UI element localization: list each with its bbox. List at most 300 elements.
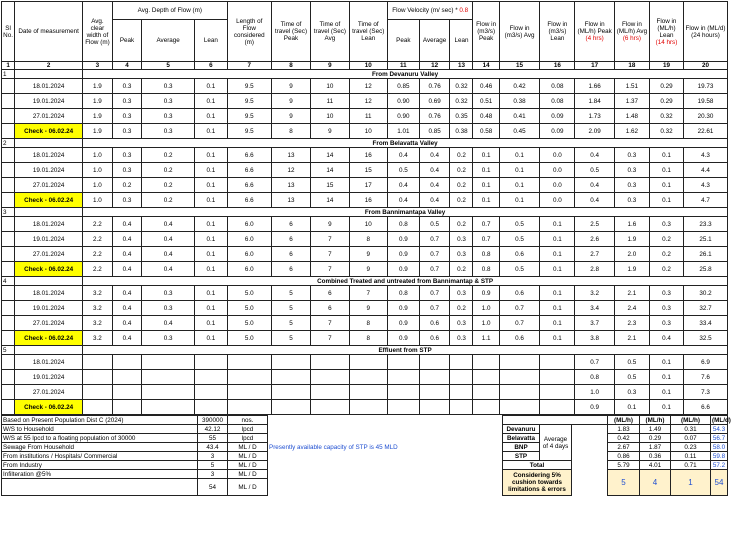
row-cell (112, 400, 142, 415)
row-cell: 33.4 (683, 316, 727, 331)
summary-value: 4.01 (640, 461, 671, 470)
summary-name: Devanuru (503, 425, 540, 434)
row-cell (419, 370, 450, 385)
row-cell: 10 (349, 124, 387, 139)
column-number: 3 (83, 62, 113, 70)
row-cell: 17 (349, 178, 387, 193)
row-cell: 0.2 (649, 262, 683, 277)
row-cell (311, 400, 349, 415)
row-cell: 9.5 (227, 79, 271, 94)
row-cell: 0.3 (614, 163, 649, 178)
summary-name: STP (503, 452, 540, 461)
summary-row (2, 461, 728, 470)
row-date: Check - 06.02.24 (15, 400, 83, 415)
row-cell: 0.9 (387, 247, 419, 262)
row-cell: 0.2 (450, 148, 473, 163)
header-flow-ml-lean (649, 2, 683, 62)
row-cell: 1.9 (614, 262, 649, 277)
row-cell: 0.09 (540, 124, 575, 139)
bottom-blank (268, 479, 503, 496)
summary-name: Total (503, 461, 572, 470)
row-cell: 0.69 (419, 94, 450, 109)
summary-blank (572, 434, 608, 443)
row-cell: 0.90 (387, 94, 419, 109)
population-unit: ML / D (228, 461, 268, 470)
row-date: Check - 06.02.24 (15, 331, 83, 346)
column-number: 12 (419, 62, 450, 70)
row-cell (112, 355, 142, 370)
row-cell: 0.3 (450, 316, 473, 331)
header-flow-m3-lean: Flow in (m3/s) Lean (540, 2, 575, 62)
row-cell: 0.3 (614, 385, 649, 400)
row-cell: 0.90 (387, 109, 419, 124)
row-cell: 0.85 (387, 79, 419, 94)
table-row (2, 331, 728, 346)
row-cell: 0.6 (499, 286, 540, 301)
row-cell (499, 400, 540, 415)
row-cell: 0.7 (499, 301, 540, 316)
row-cell: 20.30 (683, 109, 727, 124)
row-cell: 0.1 (473, 148, 499, 163)
population-label: Infilteration @5% (2, 470, 198, 479)
row-cell: 12 (349, 94, 387, 109)
table-row (2, 262, 728, 277)
row-cell: 0.3 (142, 331, 195, 346)
row-cell: 0.2 (649, 232, 683, 247)
summary-row (2, 452, 728, 461)
summary-value: 58.0 (711, 443, 728, 452)
row-cell: 7 (349, 286, 387, 301)
row-cell: 6.0 (227, 262, 271, 277)
row-cell: 0.2 (450, 301, 473, 316)
row-cell: 0.1 (473, 193, 499, 208)
row-cell: 0.7 (419, 232, 450, 247)
row-cell: 2.6 (575, 232, 614, 247)
row-cell: 2.2 (83, 217, 113, 232)
row-cell: 0.45 (499, 124, 540, 139)
row-cell: 5.0 (227, 301, 271, 316)
summary-value: 0.42 (608, 434, 640, 443)
row-cell (194, 400, 227, 415)
row-sl-blank (2, 79, 15, 94)
row-cell: 0.9 (387, 262, 419, 277)
row-cell (83, 400, 113, 415)
row-cell: 6.0 (227, 232, 271, 247)
row-cell: 0.1 (194, 148, 227, 163)
row-cell (387, 385, 419, 400)
row-cell: 2.1 (614, 286, 649, 301)
row-cell: 14 (311, 148, 349, 163)
section-blank (15, 70, 83, 79)
row-cell: 0.1 (614, 400, 649, 415)
row-cell: 0.1 (540, 217, 575, 232)
row-cell: 0.1 (499, 178, 540, 193)
row-cell: 3.2 (83, 301, 113, 316)
row-cell: 1.0 (575, 385, 614, 400)
row-cell: 1.0 (83, 178, 113, 193)
row-cell: 5 (271, 286, 310, 301)
row-date: 19.01.2024 (15, 232, 83, 247)
row-cell (142, 370, 195, 385)
row-cell: 5 (271, 301, 310, 316)
row-cell: 0.76 (419, 109, 450, 124)
row-cell: 5 (271, 331, 310, 346)
row-cell: 0.4 (142, 232, 195, 247)
row-cell: 0.0 (540, 163, 575, 178)
row-cell: 0.3 (450, 286, 473, 301)
cushion-value: 4 (640, 470, 671, 496)
row-cell: 1.9 (83, 79, 113, 94)
row-cell: 0.2 (649, 247, 683, 262)
summary-row (2, 416, 728, 425)
header-flow-ml-lean-hrs: (14 hrs) (655, 38, 678, 46)
row-cell: 0.3 (112, 163, 142, 178)
row-cell: 4.3 (683, 178, 727, 193)
row-cell: 0.1 (649, 163, 683, 178)
header-flow-m3-peak: Flow in (m3/s) Peak (473, 2, 499, 62)
row-cell: 3.2 (83, 286, 113, 301)
row-cell: 0.3 (142, 79, 195, 94)
row-cell: 9 (311, 217, 349, 232)
summary-value: 2.67 (608, 443, 640, 452)
row-cell: 6.6 (227, 163, 271, 178)
row-cell: 0.6 (499, 331, 540, 346)
row-cell: 0.9 (387, 331, 419, 346)
row-cell: 0.42 (499, 79, 540, 94)
row-cell: 0.1 (194, 163, 227, 178)
row-cell: 0.1 (194, 217, 227, 232)
row-cell: 0.32 (450, 94, 473, 109)
row-date: 18.01.2024 (15, 355, 83, 370)
row-cell: 8 (349, 316, 387, 331)
row-cell (311, 385, 349, 400)
row-cell (142, 400, 195, 415)
header-vel-average: Average (419, 20, 450, 62)
row-cell: 14 (311, 193, 349, 208)
row-cell (349, 370, 387, 385)
row-cell: 0.9 (473, 286, 499, 301)
header-time-lean: Time of travel (Sec) Lean (349, 2, 387, 62)
row-cell: 7 (311, 316, 349, 331)
summary-value: 59.8 (711, 452, 728, 461)
row-cell: 0.1 (540, 331, 575, 346)
section-number: 2 (2, 139, 15, 148)
row-cell: 10 (311, 79, 349, 94)
row-cell: 0.4 (387, 193, 419, 208)
row-cell: 0.3 (112, 148, 142, 163)
row-cell: 0.4 (649, 331, 683, 346)
row-cell: 0.1 (649, 355, 683, 370)
population-unit: ML / D (228, 452, 268, 461)
section-row (2, 70, 728, 79)
summary-value: 54.3 (711, 425, 728, 434)
row-cell: 1.62 (614, 124, 649, 139)
population-label: Based on Present Population Dist C (2024) (2, 416, 198, 425)
row-cell: 0.3 (112, 109, 142, 124)
row-cell: 0.1 (540, 247, 575, 262)
summary-row (2, 470, 728, 479)
row-cell: 2.2 (83, 247, 113, 262)
row-cell: 1.6 (614, 217, 649, 232)
row-date: 18.01.2024 (15, 286, 83, 301)
row-cell: 5.0 (227, 286, 271, 301)
row-sl-blank (2, 370, 15, 385)
row-cell: 0.4 (142, 217, 195, 232)
row-cell: 0.1 (194, 301, 227, 316)
row-date: 27.01.2024 (15, 247, 83, 262)
row-cell: 0.5 (419, 217, 450, 232)
row-cell (194, 370, 227, 385)
row-cell: 5.0 (227, 316, 271, 331)
header-sl-no: Sl No. (2, 2, 15, 62)
summary-value: 57.2 (711, 461, 728, 470)
row-cell: 9 (311, 124, 349, 139)
row-cell: 10 (349, 217, 387, 232)
row-cell (387, 400, 419, 415)
row-cell: 0.1 (540, 301, 575, 316)
row-cell (311, 370, 349, 385)
row-cell: 9 (349, 262, 387, 277)
row-cell: 0.4 (575, 193, 614, 208)
row-cell (112, 385, 142, 400)
row-cell: 0.4 (387, 148, 419, 163)
row-cell: 0.7 (473, 217, 499, 232)
population-unit: ML / D (228, 470, 268, 479)
row-cell: 9 (271, 79, 310, 94)
row-cell: 0.0 (540, 148, 575, 163)
row-date: 19.01.2024 (15, 301, 83, 316)
row-cell (311, 355, 349, 370)
row-sl-blank (2, 301, 15, 316)
header-flow-ml-avg-label: Flow in (ML/h) Avg (616, 21, 648, 35)
row-cell: 9 (349, 247, 387, 262)
row-cell: 7 (311, 331, 349, 346)
row-cell: 16 (349, 148, 387, 163)
row-cell (142, 355, 195, 370)
header-time-peak: Time of travel (Sec) Peak (271, 2, 310, 62)
row-cell: 0.2 (142, 178, 195, 193)
row-cell (473, 400, 499, 415)
row-cell: 0.1 (649, 178, 683, 193)
row-cell: 4.3 (683, 148, 727, 163)
row-cell: 3.8 (575, 331, 614, 346)
section-row (2, 139, 728, 148)
row-cell: 0.4 (142, 247, 195, 262)
row-cell: 0.1 (194, 109, 227, 124)
population-value: 43.4 (198, 443, 228, 452)
row-date: Check - 06.02.24 (15, 124, 83, 139)
row-sl-blank (2, 232, 15, 247)
row-cell: 0.08 (540, 79, 575, 94)
row-cell (194, 385, 227, 400)
row-cell: 2.09 (575, 124, 614, 139)
row-cell: 1.0 (83, 148, 113, 163)
row-cell: 1.01 (387, 124, 419, 139)
row-sl-blank (2, 124, 15, 139)
row-cell (540, 400, 575, 415)
row-cell (540, 385, 575, 400)
row-cell: 0.8 (575, 370, 614, 385)
row-cell: 0.9 (387, 232, 419, 247)
row-cell: 5.0 (227, 331, 271, 346)
row-cell (499, 370, 540, 385)
row-cell: 15 (349, 163, 387, 178)
row-cell: 0.2 (450, 262, 473, 277)
row-cell (271, 385, 310, 400)
row-cell: 0.1 (194, 247, 227, 262)
summary-row (2, 443, 728, 452)
summary-name: Belavatta (503, 434, 540, 443)
table-row (2, 370, 728, 385)
population-label: W/S to Household (2, 425, 198, 434)
row-cell: 0.0 (540, 178, 575, 193)
row-cell: 0.3 (112, 124, 142, 139)
row-cell: 3.4 (575, 301, 614, 316)
population-label: From Industry (2, 461, 198, 470)
table-row (2, 316, 728, 331)
row-cell: 9 (349, 301, 387, 316)
row-cell: 6 (311, 286, 349, 301)
header-flow-ml-peak-hrs: (4 hrs) (585, 35, 604, 42)
row-cell: 0.4 (419, 163, 450, 178)
row-cell: 0.1 (649, 385, 683, 400)
summary-value: 56.7 (711, 434, 728, 443)
row-cell: 6.0 (227, 247, 271, 262)
row-date: 27.01.2024 (15, 316, 83, 331)
row-sl-blank (2, 178, 15, 193)
row-date: 27.01.2024 (15, 385, 83, 400)
row-cell: 0.9 (575, 400, 614, 415)
row-cell: 0.7 (473, 232, 499, 247)
row-cell (271, 370, 310, 385)
row-cell: 9 (271, 94, 310, 109)
row-cell: 0.1 (499, 163, 540, 178)
row-sl-blank (2, 109, 15, 124)
summary-value: 0.86 (608, 452, 640, 461)
row-cell: 1.73 (575, 109, 614, 124)
summary-unit: (ML/h) (608, 416, 640, 425)
table-row (2, 247, 728, 262)
row-cell: 13 (271, 193, 310, 208)
column-number: 15 (499, 62, 540, 70)
header-velocity-label: Flow Velocity (m/ sec) * (392, 7, 458, 14)
row-cell (540, 370, 575, 385)
row-cell: 0.32 (649, 124, 683, 139)
column-number: 13 (450, 62, 473, 70)
population-unit: nos. (228, 416, 268, 425)
row-cell (112, 370, 142, 385)
row-cell: 0.3 (450, 331, 473, 346)
row-cell: 0.3 (112, 94, 142, 109)
header-time-avg: Time of travel (Sec) Avg (311, 2, 349, 62)
row-cell: 0.5 (614, 355, 649, 370)
row-cell: 0.1 (194, 124, 227, 139)
summary-value: 0.71 (671, 461, 711, 470)
row-cell (450, 370, 473, 385)
row-cell: 11 (311, 94, 349, 109)
column-number: 19 (649, 62, 683, 70)
row-cell: 0.0 (540, 193, 575, 208)
row-cell: 12 (349, 79, 387, 94)
row-cell: 0.2 (142, 148, 195, 163)
row-cell (142, 385, 195, 400)
row-cell (349, 400, 387, 415)
column-number: 7 (227, 62, 271, 70)
summary-value: 1.83 (608, 425, 640, 434)
row-cell: 0.4 (419, 178, 450, 193)
population-unit: lpcd (228, 434, 268, 443)
row-cell: 0.7 (419, 286, 450, 301)
row-date: 19.01.2024 (15, 370, 83, 385)
row-cell: 1.0 (83, 193, 113, 208)
row-cell (540, 355, 575, 370)
stp-note: Presently available capacity of STP is 45 MLD (269, 443, 398, 451)
population-label: Sewage From Household (2, 443, 198, 452)
header-depth-lean: Lean (194, 20, 227, 62)
row-cell: 1.37 (614, 94, 649, 109)
column-number: 5 (142, 62, 195, 70)
table-row (2, 232, 728, 247)
bottom-blank (268, 470, 503, 479)
table-row (2, 193, 728, 208)
summary-unit: (ML/d) (712, 416, 731, 424)
row-cell: 1.9 (83, 109, 113, 124)
row-cell: 0.76 (419, 79, 450, 94)
row-cell: 1.66 (575, 79, 614, 94)
population-unit: lpcd (228, 425, 268, 434)
row-sl-blank (2, 331, 15, 346)
table-row (2, 148, 728, 163)
row-cell: 8 (349, 331, 387, 346)
row-cell: 7 (311, 262, 349, 277)
row-cell: 1.48 (614, 109, 649, 124)
row-cell: 6.6 (227, 193, 271, 208)
summary-blank (572, 425, 608, 434)
row-cell: 6 (271, 217, 310, 232)
section-row (2, 208, 728, 217)
row-cell: 0.1 (194, 232, 227, 247)
header-date: Date of measurement (15, 2, 83, 62)
flow-measurement-table (1, 1, 728, 415)
population-label: W/S at 55 lpcd to a floating population of 30000 (2, 434, 198, 443)
column-number: 4 (112, 62, 142, 70)
row-cell: 0.3 (649, 286, 683, 301)
row-cell: 2.3 (614, 316, 649, 331)
row-cell: 0.6 (499, 247, 540, 262)
section-title: From Devanuru Valley (83, 70, 728, 79)
column-number: 16 (540, 62, 575, 70)
row-cell: 0.1 (649, 148, 683, 163)
summary-value: 1.49 (640, 425, 671, 434)
column-number-row (2, 62, 728, 70)
row-cell (419, 355, 450, 370)
row-cell: 0.7 (419, 301, 450, 316)
table-row (2, 109, 728, 124)
row-sl-blank (2, 94, 15, 109)
row-cell: 0.4 (575, 178, 614, 193)
row-sl-blank (2, 316, 15, 331)
row-cell: 0.4 (112, 331, 142, 346)
section-title: From Belavatta Valley (83, 139, 728, 148)
row-cell: 0.4 (112, 286, 142, 301)
summary-unit: (ML/h) (671, 416, 711, 425)
cushion-value: 1 (671, 470, 711, 496)
row-sl-blank (2, 217, 15, 232)
row-cell (271, 355, 310, 370)
row-cell: 23.3 (683, 217, 727, 232)
row-cell (473, 370, 499, 385)
header-vel-peak: Peak (387, 20, 419, 62)
